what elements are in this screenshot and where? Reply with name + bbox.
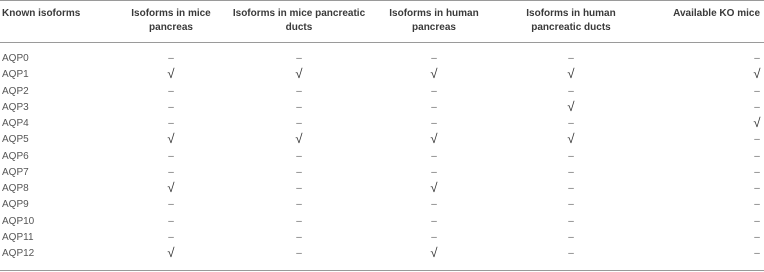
table-cell [110,84,232,100]
table-cell [232,116,366,132]
checkmark-icon: √ [430,245,438,261]
table-row [0,84,764,100]
table-bottom-rule [0,270,764,271]
isoform-name-cell: AQP1 [2,69,29,81]
table-cell [110,165,232,181]
table-cell [640,214,764,230]
dash-mark: – [754,101,760,113]
table-cell [366,230,502,246]
dash-mark: – [568,199,574,211]
checkmark-icon: √ [753,66,761,82]
dash-mark: – [568,166,574,178]
table-cell [110,48,232,67]
dash-mark: – [296,248,302,260]
table-cell [366,84,502,100]
table-cell [502,149,640,165]
table-cell [640,48,764,67]
isoform-name-cell: AQP2 [2,85,29,97]
table-cell [366,48,502,67]
isoform-name-cell: AQP8 [2,183,29,195]
table-row [0,48,764,67]
table-header-row [0,1,764,48]
isoform-name-cell: AQP0 [2,53,29,65]
dash-mark: – [754,85,760,97]
table-cell [110,149,232,165]
dash-mark: – [431,101,437,113]
column-header: Isoforms in human pancreatic ducts [526,8,616,33]
table-cell [640,181,764,197]
isoform-name-cell: AQP9 [2,199,29,211]
table-row [0,214,764,230]
table-cell [366,214,502,230]
table-cell [110,197,232,213]
table-cell [502,214,640,230]
isoform-name-cell: AQP7 [2,166,29,178]
dash-mark: – [431,150,437,162]
dash-mark: – [296,215,302,227]
table-body [0,48,764,262]
table-cell [640,246,764,262]
table-cell [366,67,502,83]
aquaporin-isoform-table [0,1,764,262]
isoform-name-cell: AQP10 [2,215,35,227]
dash-mark: – [568,248,574,260]
dash-mark: – [296,85,302,97]
dash-mark: – [568,231,574,243]
dash-mark: – [296,199,302,211]
dash-mark: – [568,150,574,162]
table-cell [232,165,366,181]
dash-mark: – [568,53,574,65]
table-cell [640,165,764,181]
table-cell [366,246,502,262]
table-cell [640,67,764,83]
isoform-name-cell: AQP4 [2,118,29,130]
checkmark-icon: √ [167,66,175,82]
table-cell [502,84,640,100]
dash-mark: – [568,85,574,97]
dash-mark: – [754,231,760,243]
table-cell [366,165,502,181]
dash-mark: – [568,215,574,227]
table-cell [110,214,232,230]
dash-mark: – [296,183,302,195]
table-cell [640,197,764,213]
checkmark-icon: √ [430,131,438,147]
column-header: Isoforms in human pancreas [389,8,479,33]
dash-mark: – [754,134,760,146]
dash-mark: – [754,166,760,178]
table-cell [502,246,640,262]
checkmark-icon: √ [567,98,575,114]
dash-mark: – [431,215,437,227]
isoform-name-cell: AQP12 [2,248,35,260]
table-cell [110,246,232,262]
dash-mark: – [754,199,760,211]
table-cell [232,230,366,246]
table-cell [232,84,366,100]
table-cell [232,67,366,83]
table-cell [640,116,764,132]
dash-mark: – [754,53,760,65]
table-cell [110,132,232,148]
table-cell [366,149,502,165]
table-cell [232,197,366,213]
dash-mark: – [431,199,437,211]
table-cell [502,116,640,132]
dash-mark: – [568,183,574,195]
table-cell [110,181,232,197]
dash-mark: – [296,231,302,243]
column-header: Available KO mice [673,8,760,19]
table-cell [366,100,502,116]
table-row [0,149,764,165]
checkmark-icon: √ [167,245,175,261]
table-cell [640,132,764,148]
table-cell [640,230,764,246]
table-row [0,246,764,262]
dash-mark: – [168,118,174,130]
table-cell [232,214,366,230]
checkmark-icon: √ [167,180,175,196]
table-cell [502,197,640,213]
table-cell [502,230,640,246]
table-cell [502,132,640,148]
checkmark-icon: √ [167,131,175,147]
checkmark-icon: √ [567,66,575,82]
dash-mark: – [754,248,760,260]
table-cell [110,116,232,132]
column-header: Isoforms in mice pancreas [131,8,211,33]
dash-mark: – [296,53,302,65]
dash-mark: – [431,85,437,97]
table-cell [110,100,232,116]
table-cell [502,67,640,83]
table-cell [232,100,366,116]
dash-mark: – [431,53,437,65]
dash-mark: – [754,215,760,227]
dash-mark: – [431,118,437,130]
table-cell [232,181,366,197]
table-cell [502,181,640,197]
table-cell [366,197,502,213]
dash-mark: – [168,199,174,211]
dash-mark: – [296,101,302,113]
dash-mark: – [754,150,760,162]
table-row [0,100,764,116]
column-header: Isoforms in mice pancreatic ducts [232,8,366,33]
isoform-name-cell: AQP3 [2,101,29,113]
dash-mark: – [168,231,174,243]
table-row [0,230,764,246]
table-cell [366,132,502,148]
checkmark-icon: √ [430,66,438,82]
dash-mark: – [168,150,174,162]
dash-mark: – [168,215,174,227]
table-row [0,67,764,83]
table-cell [640,100,764,116]
dash-mark: – [296,118,302,130]
table-cell [640,84,764,100]
dash-mark: – [431,231,437,243]
table-cell [232,246,366,262]
checkmark-icon: √ [430,180,438,196]
dash-mark: – [296,150,302,162]
checkmark-icon: √ [295,66,303,82]
table-cell [110,67,232,83]
table-row [0,132,764,148]
table-cell [110,230,232,246]
dash-mark: – [168,85,174,97]
table-cell [232,48,366,67]
dash-mark: – [168,53,174,65]
table-row [0,116,764,132]
dash-mark: – [568,118,574,130]
dash-mark: – [168,101,174,113]
table-cell [232,149,366,165]
isoform-name-cell: AQP5 [2,134,29,146]
dash-mark: – [754,183,760,195]
checkmark-icon: √ [567,131,575,147]
table-row [0,181,764,197]
dash-mark: – [296,166,302,178]
table-cell [502,48,640,67]
table-cell [502,100,640,116]
checkmark-icon: √ [753,115,761,131]
checkmark-icon: √ [295,131,303,147]
table-cell [366,116,502,132]
table-cell [232,132,366,148]
table-cell [502,165,640,181]
isoform-name-cell: AQP6 [2,150,29,162]
table-row [0,197,764,213]
table-cell [366,181,502,197]
table-row [0,165,764,181]
dash-mark: – [431,166,437,178]
table-cell [640,149,764,165]
isoform-name-cell: AQP11 [2,231,34,243]
dash-mark: – [168,166,174,178]
column-header: Known isoforms [2,8,81,19]
